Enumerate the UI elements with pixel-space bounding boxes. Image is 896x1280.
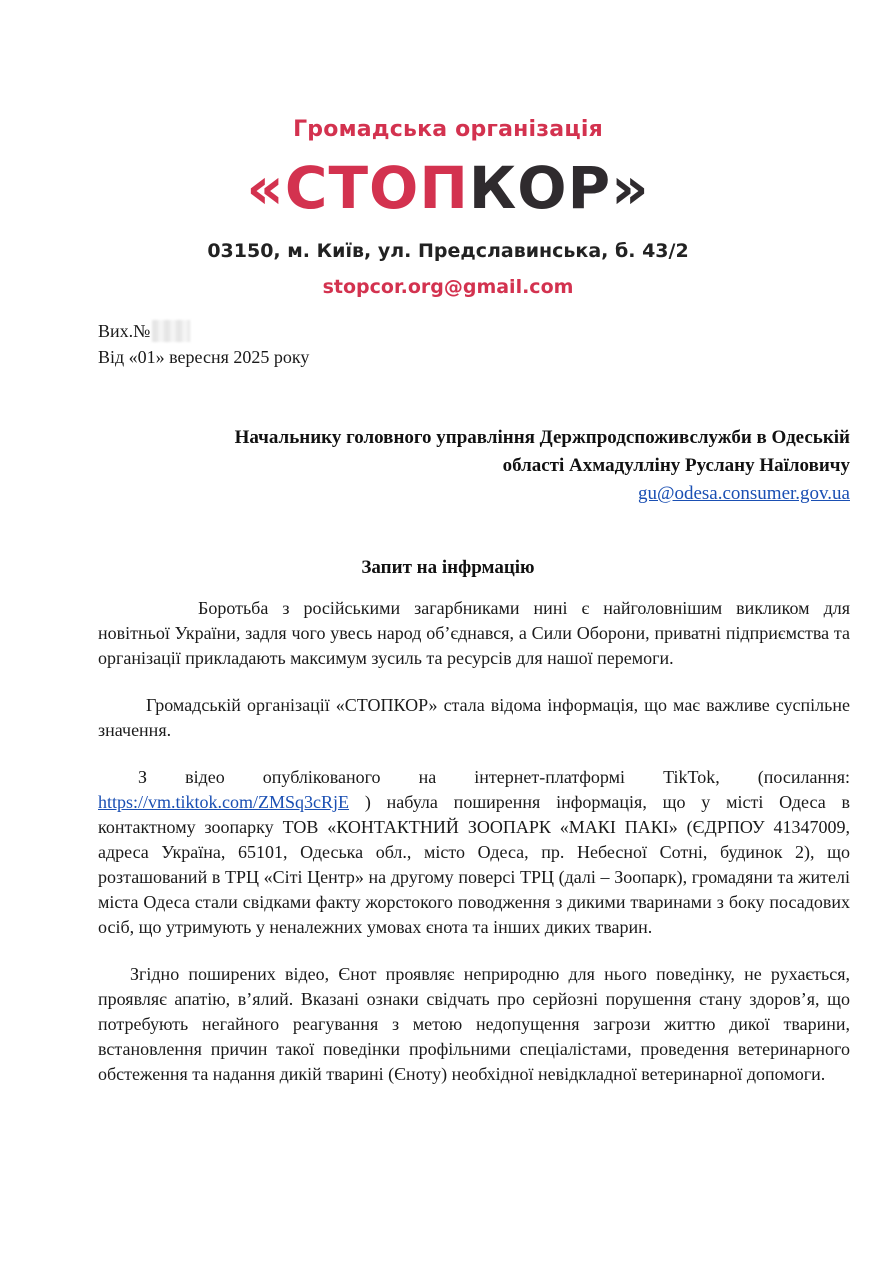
addressee-line-2: області Ахмадулліну Руслану Наїловичу <box>502 455 850 476</box>
document-title: Запит на інфрмацію <box>361 557 535 578</box>
paragraph-3 <box>98 765 850 940</box>
brand-logo-text <box>0 152 896 224</box>
outgoing-number-label: Вих.№ <box>98 321 151 341</box>
organization-address: 03150, м. Київ, ул. Предславинська, б. 43/2 <box>207 240 689 262</box>
paragraph-1: Боротьба з російськими загарбниками нині є найголовнішим викликом для новітньої України, задля чого увесь народ об’єднався, а Сили Оборони, приватні підприємства та організації прикладають максимум зусиль та ресурсів для нашої перемоги. <box>98 598 850 668</box>
document-body <box>98 596 850 1109</box>
tiktok-link[interactable]: https://vm.tiktok.com/ZMSq3cRjE <box>98 792 350 812</box>
organization-name: Громадська організація <box>293 117 603 142</box>
outgoing-reference <box>98 318 309 370</box>
brand-open-quote: « <box>246 154 285 222</box>
organization-email: stopcor.org@gmail.com <box>322 276 574 298</box>
paragraph-2: Громадській організації «СТОПКОР» стала відома інформація, що має важливе суспільне значення. <box>98 695 850 740</box>
brand-part-dark: КОР <box>468 154 612 222</box>
letterhead <box>0 112 896 302</box>
addressee-block <box>130 424 850 508</box>
brand-close-quote: » <box>611 154 650 222</box>
paragraph-4: Згідно поширених відео, Єнот проявляє неприродню для нього поведінку, не рухається, проявляє апатію, в’ялий. Вказані ознаки свідчать про серйозні порушення стану здоров’я, що потребують негайного реагування з метою недопущення загрози життю дикої тварини, встановлення причин такої поведінки профільними спеціалістами, проведення ветеринарного обстеження та надання дикій тварині (Єноту) необхідної невідкладної ветеринарної допомоги. <box>98 964 850 1084</box>
outgoing-number-row <box>98 318 309 344</box>
addressee-email-link[interactable]: gu@odesa.consumer.gov.ua <box>637 483 850 504</box>
brand-part-red: СТОП <box>284 154 469 222</box>
redacted-number <box>152 320 190 342</box>
paragraph-3-rest: ) набула поширення інформація, що у місті Одеса в контактному зоопарку ТОВ «КОНТАКТНИЙ ЗООПАРК «МАКІ ПАКІ» (ЄДРПОУ 41347009, адреса Україна, 65101, Одеська обл., місто Одеса, пр. Небесної Сотні, будинок 2), що розташований в ТРЦ «Сіті Центр» на другому поверсі ТРЦ (далі – Зоопарк), громадяни та жителі міста Одеса стали свідками факту жорстокого поводження з дикими тваринами з боку посадових осіб, що утримують у неналежних умовах єнота та інших диких тварин. <box>98 792 850 937</box>
outgoing-date: Від «01» вересня 2025 року <box>98 347 310 367</box>
addressee-line-1: Начальнику головного управління Держпродспоживслужби в Одеській <box>234 427 850 448</box>
paragraph-3-intro: З відео опублікованого на інтернет-платформі TikTok, (посилання: <box>138 767 850 787</box>
